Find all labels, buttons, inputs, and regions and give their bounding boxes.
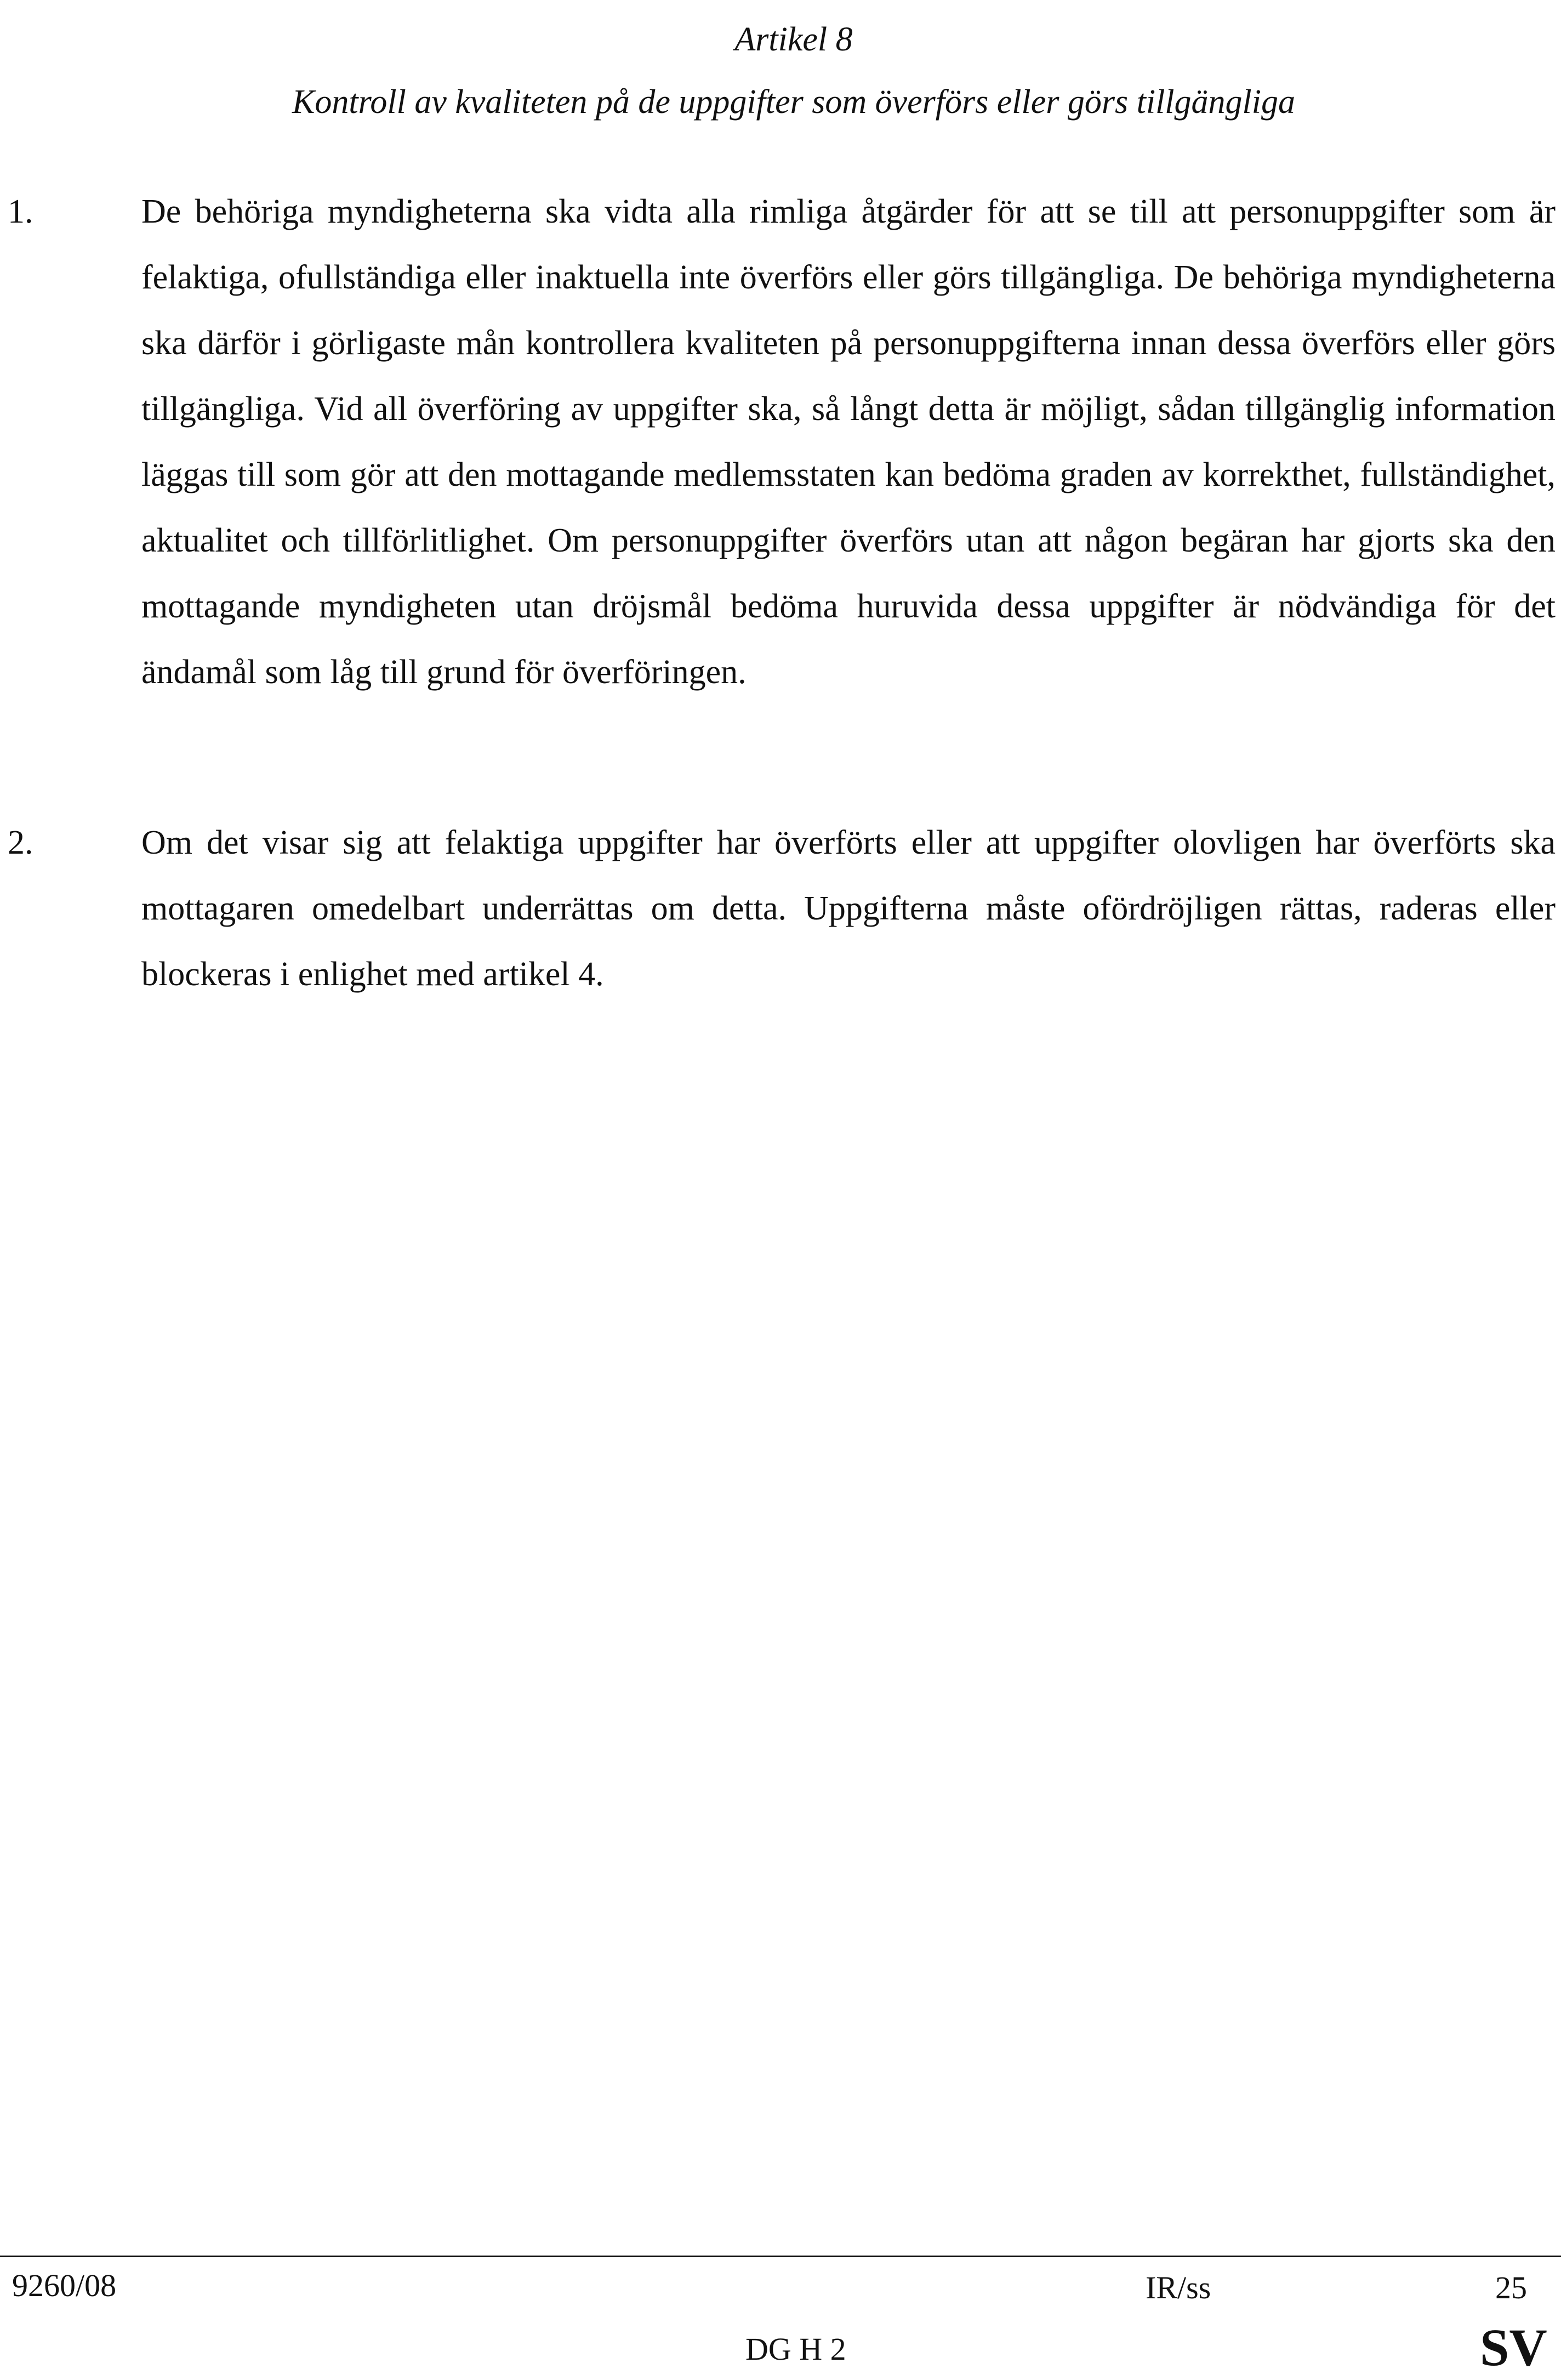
language-code: SV (1480, 2318, 1547, 2377)
paragraph-number: 1. (8, 193, 33, 230)
footer-divider (0, 2256, 1561, 2257)
page-number: 25 (1495, 2270, 1527, 2305)
paragraph-text: Om det visar sig att felaktiga uppgifter har överförts eller att uppgifter olovligen har överförts ska mottagaren omedelbart underrättas om detta. Uppgifterna måste ofördröjligen rättas, raderas eller blockeras i enlighet med artikel 4. (141, 824, 1556, 993)
author-initials: IR/ss (1146, 2270, 1211, 2305)
article-subtitle: Kontroll av kvaliteten på de uppgifter som överförs eller görs tillgängliga (292, 83, 1295, 121)
article-title: Artikel 8 (734, 21, 853, 58)
paragraph-text: De behöriga myndigheterna ska vidta alla rimliga åtgärder för att se till att personuppgifter som är felaktiga, ofullständiga eller inaktuella inte överförs eller görs tillgängliga. De behöriga myndigheterna ska därför i görligaste mån kontrollera kvaliteten på personuppgifterna innan dessa överförs eller görs tillgängliga. Vid all överföring av uppgifter ska, så långt detta är möjligt, sådan tillgänglig information läggas till som gör att den mottagande medlemsstaten kan bedöma graden av korrekthet, fullständighet, aktualitet och tillförlitlighet. Om personuppgifter överförs utan att någon begäran har gjorts ska den mottagande myndigheten utan dröjsmål bedöma huruvida dessa uppgifter är nödvändiga för det ändamål som låg till grund för överföringen. (141, 193, 1556, 691)
paragraph-number: 2. (8, 824, 33, 861)
document-number: 9260/08 (12, 2268, 117, 2303)
directorate-code: DG H 2 (745, 2331, 846, 2367)
